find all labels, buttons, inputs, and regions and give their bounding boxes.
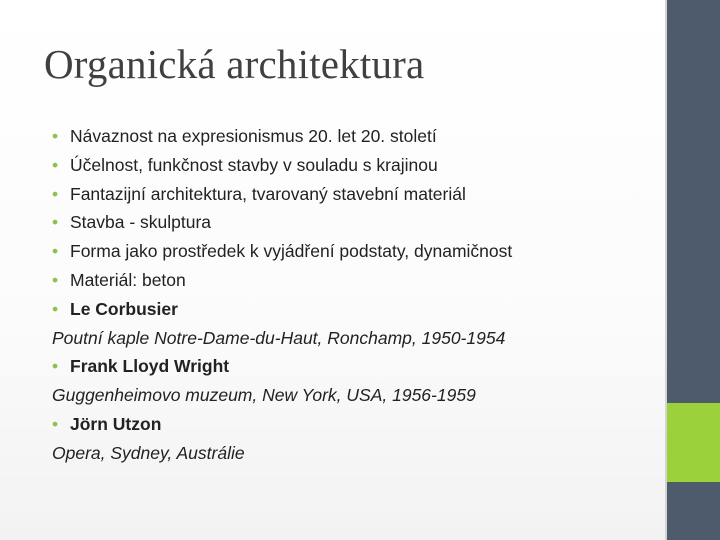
list-item-text: Účelnost, funkčnost stavby v souladu s krajinou xyxy=(70,154,438,175)
building-caption: Opera, Sydney, Austrálie xyxy=(52,442,245,463)
list-item-text: Fantazijní architektura, tvarovaný stavební materiál xyxy=(70,183,466,204)
list-item xyxy=(52,237,652,266)
list-item xyxy=(52,410,652,439)
list-item-text: Návaznost na expresionismus 20. let 20. století xyxy=(70,126,437,146)
list-item-text: Forma jako prostředek k vyjádření podstaty, dynamičnost xyxy=(70,241,513,262)
architect-name: Frank Lloyd Wright xyxy=(70,356,230,377)
list-item xyxy=(52,180,652,209)
bullet-icon: • xyxy=(52,356,59,377)
list-item xyxy=(52,295,652,324)
list-item xyxy=(52,151,652,180)
bullet-icon: • xyxy=(52,183,59,204)
bullet-icon: • xyxy=(52,154,59,175)
building-caption: Poutní kaple Notre-Dame-du-Haut, Ronchamp, 1950-1954 xyxy=(52,327,506,348)
list-item xyxy=(52,266,652,295)
list-item-text: Stavba - skulptura xyxy=(70,212,212,233)
bullet-icon: • xyxy=(52,241,59,262)
bullet-icon: • xyxy=(52,413,59,434)
list-item xyxy=(52,208,652,237)
architect-name: Jörn Utzon xyxy=(70,413,162,434)
architect-name: Le Corbusier xyxy=(70,298,178,319)
accent-block xyxy=(667,403,720,482)
bullet-icon: • xyxy=(52,212,59,233)
list-item-text: Materiál: beton xyxy=(70,269,186,290)
building-caption: Guggenheimovo muzeum, New York, USA, 1956-1959 xyxy=(52,385,476,406)
list-item xyxy=(52,122,652,151)
bullet-icon: • xyxy=(52,298,59,319)
bullet-icon: • xyxy=(52,269,59,290)
bullet-icon: • xyxy=(52,126,59,146)
slide-title: Organická architektura xyxy=(44,41,425,87)
bullet-list xyxy=(52,122,652,468)
list-item xyxy=(52,352,652,381)
